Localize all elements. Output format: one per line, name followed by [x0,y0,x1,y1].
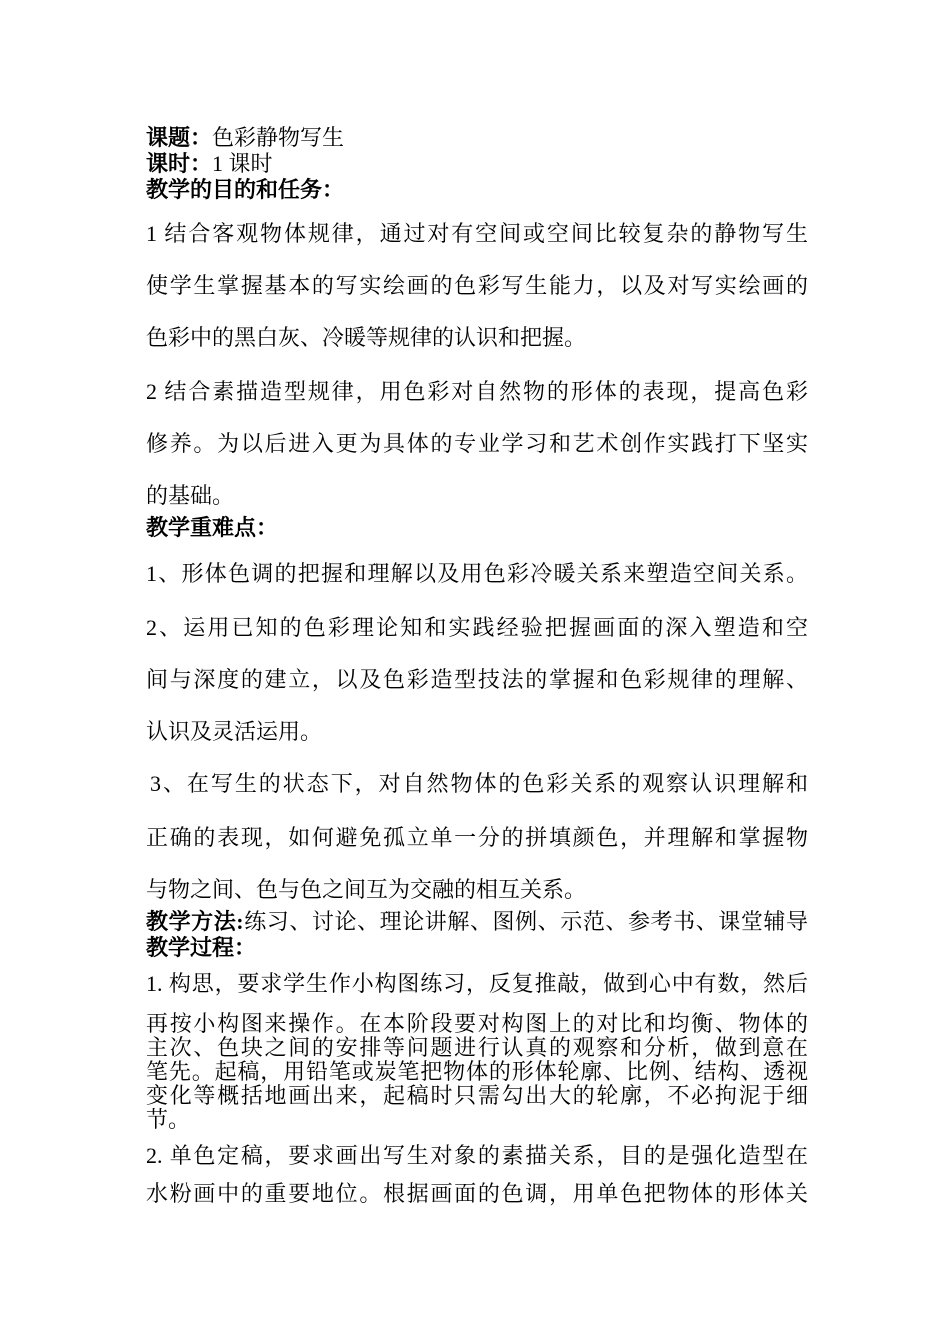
difficulties-line: 1、形体色调的把握和理解以及用色彩冷暖关系来塑造空间关系。 [146,561,808,586]
process-line: 1. 构思，要求学生作小构图练习，反复推敲，做到心中有数，然后 [146,971,808,996]
process-line: 主次、色块之间的安排等问题进行认真的观察和分析，做到意在 [146,1035,808,1060]
objectives-line: 修养。为以后进入更为具体的专业学习和艺术创作实践打下坚实 [146,431,808,456]
process-line: 变化等概括地画出来，起稿时只需勾出大的轮廓，不必拘泥于细 [146,1083,808,1108]
process-line: 2. 单色定稿，要求画出写生对象的素描关系，目的是强化造型在 [146,1143,808,1168]
hours-value: 1 课时 [212,151,273,176]
difficulties-line: 正确的表现，如何避免孤立单一分的拼填颜色，并理解和掌握物 [146,825,808,850]
difficulties-line: 间与深度的建立，以及色彩造型技法的掌握和色彩规律的理解、 [146,667,808,692]
hours-label: 课时： [146,151,213,176]
process-line: 节。 [146,1107,191,1132]
topic-value: 色彩静物写生 [212,125,345,150]
difficulties-line: 认识及灵活运用。 [146,719,323,744]
difficulties-line: 与物之间、色与色之间互为交融的相互关系。 [146,877,587,902]
process-line: 再按小构图来操作。在本阶段要对构图上的对比和均衡、物体的 [146,1011,808,1036]
process-line: 水粉画中的重要地位。根据画面的色调，用单色把物体的形体关 [146,1181,808,1206]
topic-line [146,124,344,152]
hours-line [146,150,273,178]
objectives-line: 色彩中的黑白灰、冷暖等规律的认识和把握。 [146,325,587,350]
difficulties-heading: 教学重难点： [146,515,279,540]
process-line: 笔先。起稿，用铅笔或炭笔把物体的形体轮廓、比例、结构、透视 [146,1059,808,1084]
difficulties-line: 2、运用已知的色彩理论知和实践经验把握画面的深入塑造和空 [146,615,808,640]
difficulties-line: 3、在写生的状态下，对自然物体的色彩关系的观察认识理解和 [150,771,808,796]
topic-label: 课题： [146,125,213,150]
methods-label: 教学方法: [146,909,244,934]
objectives-heading: 教学的目的和任务： [146,177,345,202]
objectives-line: 的基础。 [146,483,235,508]
process-heading: 教学过程： [146,935,257,960]
methods-line [146,908,808,936]
objectives-line: 2 结合素描造型规律，用色彩对自然物的形体的表现，提高色彩 [146,379,808,404]
objectives-line: 使学生掌握基本的写实绘画的色彩写生能力，以及对写实绘画的 [146,273,808,298]
objectives-line: 1 结合客观物体规律，通过对有空间或空间比较复杂的静物写生 [146,221,808,246]
methods-value: 练习、讨论、理论讲解、图例、示范、参考书、课堂辅导 [243,909,808,934]
